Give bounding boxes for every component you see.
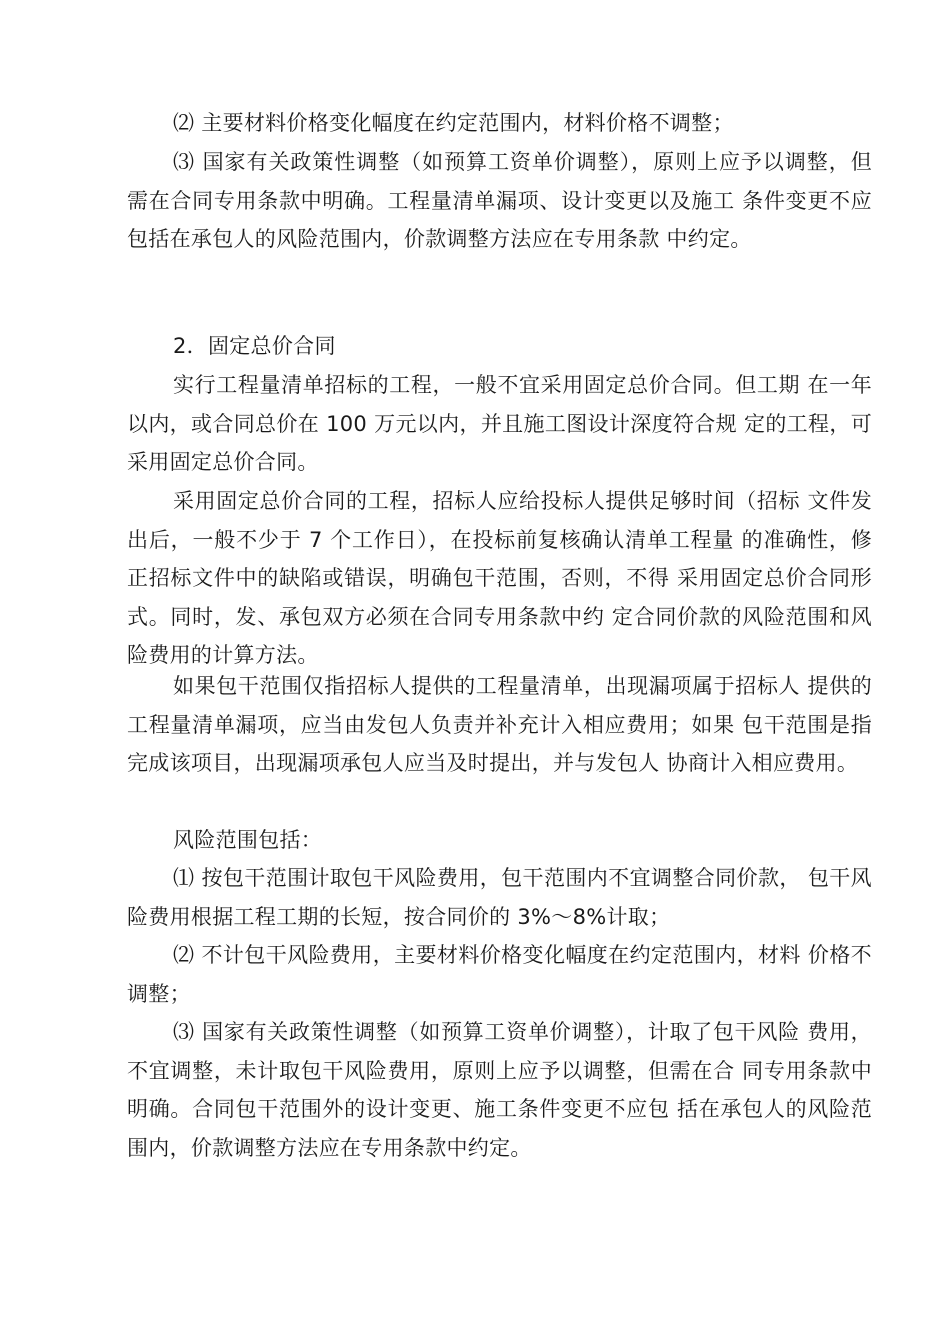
paragraph-risk-item-2: ⑵ 不计包干风险费用，主要材料价格变化幅度在约定范围内，材料 价格不调整； bbox=[127, 943, 872, 1006]
paragraph-tender-time: 采用固定总价合同的工程，招标人应给投标人提供足够时间（招标 文件发出后，一般不少于 7 个工作日），在投标前复核确认清单工程量 的准确性，修正招标文件中的缺陷或错误，明确包干范围，否则，不得 采用固定总价合同形式。同时，发、承包双方必须在合同专用条款中约 定合同价款的风险范围和风险费用的计算方法。 bbox=[127, 489, 872, 668]
paragraph-fixed-price-intro: 实行工程量清单招标的工程，一般不宜采用固定总价合同。但工期 在一年以内，或合同总价在 100 万元以内，并且施工图设计深度符合规 定的工程，可采用固定总价合同。 bbox=[127, 373, 872, 475]
paragraph-risk-scope-label: 风险范围包括： bbox=[173, 828, 323, 852]
paragraph-risk-item-3: ⑶ 国家有关政策性调整（如预算工资单价调整），计取了包干风险 费用，不宜调整，未计取包干风险费用，原则上应予以调整，但需在合 同专用条款中明确。合同包干范围外的设计变更、施工条件变更不应包 括在承包人的风险范围内，价款调整方法应在专用条款中约定。 bbox=[127, 1020, 872, 1160]
paragraph-policy-adjustment: ⑶ 国家有关政策性调整（如预算工资单价调整），原则上应予以调整，但需在合同专用条款中明确。工程量清单漏项、设计变更以及施工 条件变更不应包括在承包人的风险范围内，价款调整方法应在专用条款 中约定。 bbox=[127, 150, 872, 252]
paragraph-material-price: ⑵ 主要材料价格变化幅度在约定范围内，材料价格不调整； bbox=[173, 111, 734, 135]
section-heading-fixed-price: 2．固定总价合同 bbox=[173, 334, 336, 358]
paragraph-scope: 如果包干范围仅指招标人提供的工程量清单，出现漏项属于招标人 提供的工程量清单漏项，应当由发包人负责并补充计入相应费用；如果 包干范围是指完成该项目，出现漏项承包人应当及时提出，并与发包人 协商计入相应费用。 bbox=[127, 674, 872, 776]
paragraph-risk-item-1: ⑴ 按包干范围计取包干风险费用，包干范围内不宜调整合同价款， 包干风险费用根据工程工期的长短，按合同价的 3%～8%计取； bbox=[127, 866, 872, 929]
